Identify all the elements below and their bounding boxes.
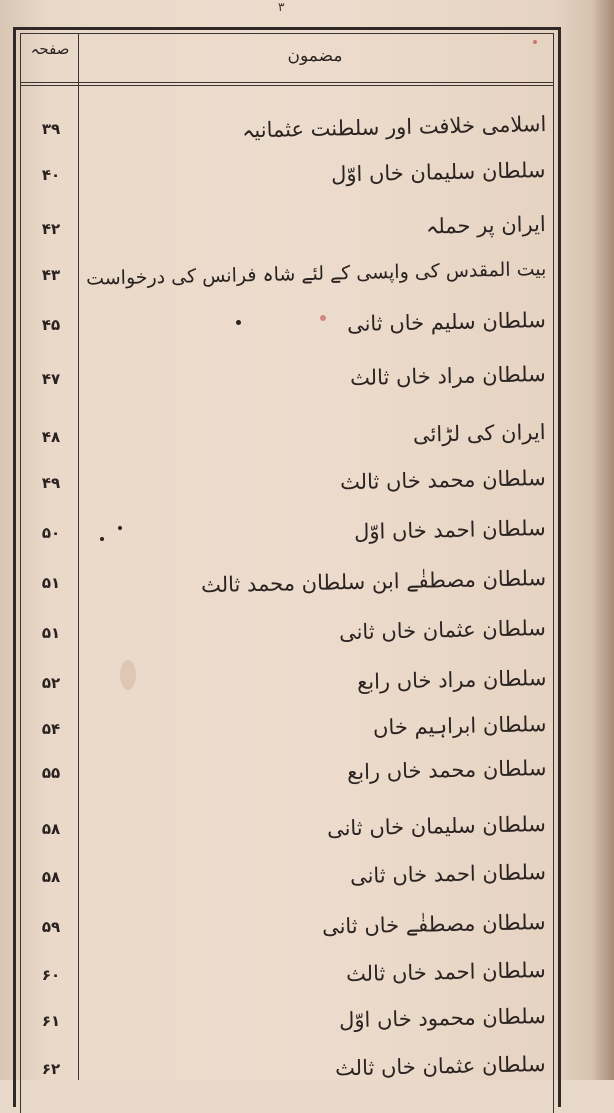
toc-entry-page: ۵۸ bbox=[41, 868, 61, 886]
toc-row bbox=[0, 712, 614, 752]
toc-entry-title: سلطان سلیمان خاں اوّل bbox=[331, 158, 547, 187]
toc-entry-page: ۵۱ bbox=[41, 574, 61, 592]
toc-entry-page: ۵۱ bbox=[41, 624, 61, 642]
toc-row bbox=[0, 112, 614, 152]
toc-entry-title: سلطان ابراہیم خاں bbox=[372, 712, 547, 740]
toc-entry-page: ۶۱ bbox=[41, 1012, 61, 1030]
subject-column-header: مضمون bbox=[287, 46, 343, 66]
toc-entry-page: ۵۵ bbox=[41, 764, 61, 782]
toc-entry-title: بیت المقدس کی واپسی کے لئے شاہ فرانس کی درخواست bbox=[85, 258, 547, 290]
toc-entry-page: ۵۰ bbox=[41, 524, 61, 542]
toc-entry-title: سلطان مصطفٰے ابن سلطان محمد ثالث bbox=[200, 566, 547, 598]
toc-entry-title: سلطان محمد خاں رابع bbox=[346, 756, 547, 785]
toc-entry-title: سلطان محمود خاں اوّل bbox=[338, 1004, 547, 1033]
toc-entry-title: سلطان سلیم خاں ثانی bbox=[346, 308, 547, 337]
toc-row bbox=[0, 466, 614, 506]
toc-row bbox=[0, 910, 614, 950]
toc-entry-page: ۴۵ bbox=[41, 316, 61, 334]
toc-entry-page: ۶۲ bbox=[41, 1060, 61, 1078]
toc-row bbox=[0, 1052, 614, 1092]
toc-entry-page: ۳۹ bbox=[41, 120, 61, 138]
header-divider bbox=[20, 82, 554, 83]
toc-entry-title: ایران کی لڑائی bbox=[413, 420, 547, 447]
toc-row bbox=[0, 566, 614, 606]
toc-entry-page: ۵۹ bbox=[41, 918, 61, 936]
toc-entry-page: ۴۲ bbox=[41, 220, 61, 238]
toc-entry-title: سلطان مراد خاں رابع bbox=[356, 666, 547, 694]
toc-entry-page: ۴۳ bbox=[41, 266, 61, 284]
toc-entry-title: سلطان مراد خاں ثالث bbox=[350, 362, 547, 391]
toc-row bbox=[0, 258, 614, 298]
toc-row bbox=[0, 362, 614, 402]
toc-entry-page: ۵۴ bbox=[41, 720, 61, 738]
toc-entry-title: سلطان عثمان خاں ثالث bbox=[335, 1052, 547, 1081]
toc-row bbox=[0, 1004, 614, 1044]
toc-row bbox=[0, 158, 614, 198]
toc-entry-title: سلطان مصطفٰے خاں ثانی bbox=[322, 910, 547, 939]
toc-row bbox=[0, 958, 614, 998]
page-number: ۳ bbox=[278, 0, 285, 14]
toc-entry-title: ایران پر حملہ bbox=[426, 212, 547, 239]
toc-entry-title: سلطان احمد خاں ثانی bbox=[349, 860, 547, 889]
toc-entry-page: ۵۲ bbox=[41, 674, 61, 692]
page-column-header: صفحہ bbox=[30, 40, 70, 58]
toc-entry-title: سلطان عثمان خاں ثانی bbox=[338, 616, 547, 645]
header-divider bbox=[20, 85, 554, 86]
toc-entry-page: ۴۰ bbox=[41, 166, 61, 184]
toc-row bbox=[0, 616, 614, 656]
toc-entry-page: ۴۹ bbox=[41, 474, 61, 492]
toc-entry-title: سلطان احمد خاں ثالث bbox=[346, 958, 547, 987]
toc-row bbox=[0, 212, 614, 252]
toc-row bbox=[0, 812, 614, 852]
toc-row bbox=[0, 756, 614, 796]
toc-row bbox=[0, 860, 614, 900]
toc-entry-page: ۴۸ bbox=[41, 428, 61, 446]
toc-row bbox=[0, 516, 614, 556]
toc-row bbox=[0, 666, 614, 706]
toc-entry-title: اسلامی خلافت اور سلطنت عثمانیہ bbox=[241, 112, 547, 143]
toc-entry-title: سلطان سلیمان خاں ثانی bbox=[326, 812, 547, 841]
toc-row bbox=[0, 308, 614, 348]
toc-entry-title: سلطان محمد خاں ثالث bbox=[340, 466, 547, 495]
toc-entry-page: ۶۰ bbox=[41, 966, 61, 984]
toc-entry-page: ۵۸ bbox=[41, 820, 61, 838]
toc-row bbox=[0, 420, 614, 460]
toc-entry-page: ۴۷ bbox=[41, 370, 61, 388]
toc-entry-title: سلطان احمد خاں اوّل bbox=[354, 516, 547, 545]
